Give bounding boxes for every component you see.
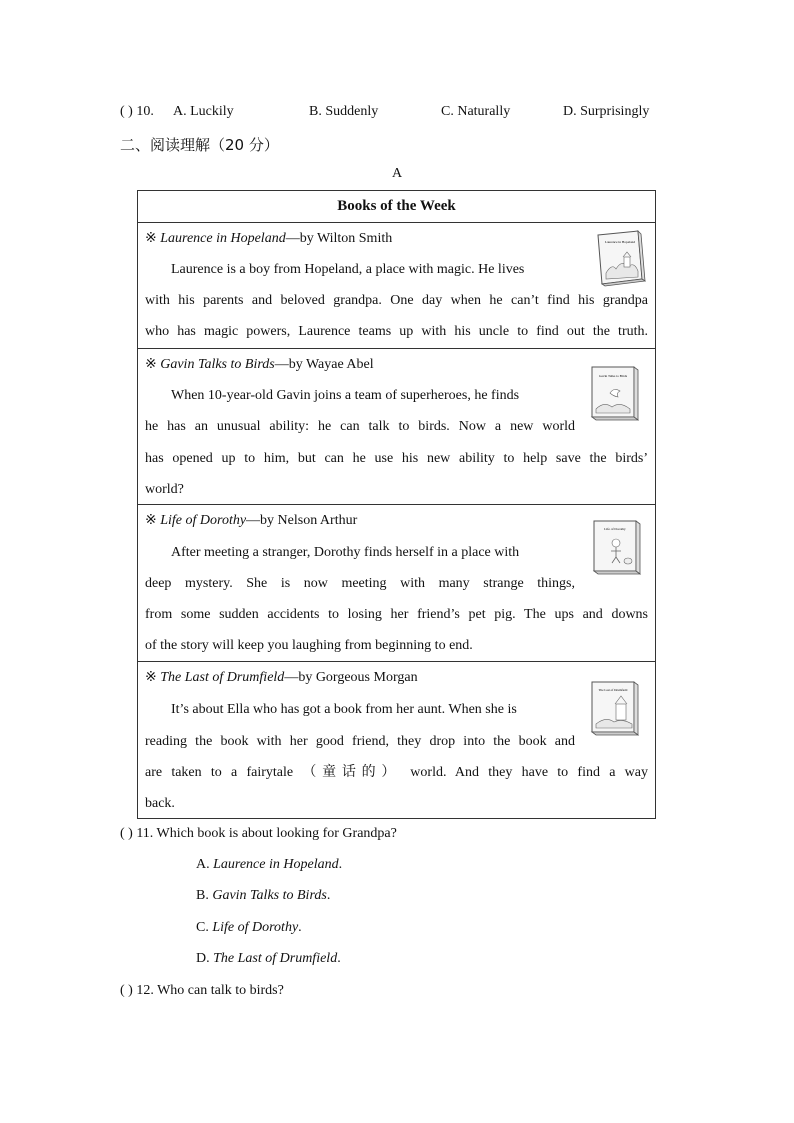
book-cover-image	[594, 229, 646, 287]
book-heading	[145, 505, 648, 536]
book-text-line: back.	[145, 796, 175, 811]
question-text: 12. Who can talk to birds?	[136, 983, 284, 998]
book-cover-image	[588, 363, 640, 421]
answer-paren[interactable]: ( )	[120, 983, 133, 998]
cover-title: The Last of Drumfield	[598, 688, 628, 692]
book-text-line: deep mystery. She is now meeting with many strange things,	[145, 576, 575, 591]
reference-mark: ※	[145, 357, 157, 372]
book-text-line: Laurence is a boy from Hopeland, a place with magic. He lives	[171, 262, 525, 277]
book-text-fragment: are taken to a fairytale （童话的） world. And they have to find a way	[145, 765, 648, 780]
table-title: Books of the Week	[138, 191, 655, 223]
book-text-line: When 10-year-old Gavin joins a team of superheroes, he finds	[171, 388, 520, 403]
q11-option-a: A. Laurence in Hopeland.	[196, 857, 343, 872]
q11-option-b: B. Gavin Talks to Birds.	[196, 888, 331, 903]
cover-title: Laurence in Hopeland	[604, 240, 636, 244]
book-title: The Last of Drumfield	[160, 670, 285, 685]
book-text-line: world?	[145, 482, 184, 497]
book-text-line: he has an unusual ability: he can talk to birds. Now a new world	[145, 419, 575, 434]
book-text-line: with his parents and beloved grandpa. One day when he can’t find his grandpa	[145, 293, 648, 308]
book-author: —by Wayae Abel	[274, 357, 374, 372]
book-cover-image	[588, 678, 640, 736]
cover-title: Gavin Talks to Birds	[598, 374, 628, 378]
book-row	[138, 505, 655, 662]
question-10	[120, 104, 154, 120]
book-heading	[145, 223, 648, 254]
book-heading	[145, 662, 648, 693]
book-heading	[145, 349, 648, 380]
q10-option-c: C. Naturally	[441, 104, 511, 119]
question-number: 10.	[136, 104, 154, 119]
q10-option-b: B. Suddenly	[309, 104, 379, 119]
question-12	[120, 983, 284, 999]
answer-paren[interactable]: ( )	[120, 104, 133, 119]
book-title: Laurence in Hopeland	[160, 231, 286, 246]
question-11	[120, 826, 397, 842]
book-title: Gavin Talks to Birds	[160, 357, 275, 372]
book-author: —by Gorgeous Morgan	[284, 670, 418, 685]
book-text-line: It’s about Ella who has got a book from her aunt. When she is	[171, 702, 517, 717]
q10-option-d: D. Surprisingly	[563, 104, 650, 119]
book-text-line: from some sudden accidents to losing her friend’s pet pig. The ups and downs	[145, 607, 648, 622]
book-text-line: who has magic powers, Laurence teams up with his uncle to find out the truth.	[145, 324, 648, 339]
book-text-line	[145, 757, 648, 788]
reference-mark: ※	[145, 231, 157, 246]
book-row	[138, 662, 655, 818]
book-row	[138, 349, 655, 505]
answer-paren[interactable]: ( )	[120, 826, 133, 841]
passage-label: A	[391, 166, 403, 181]
book-author: —by Nelson Arthur	[246, 513, 358, 528]
book-cover-image	[590, 517, 642, 575]
book-row	[138, 223, 655, 349]
q10-option-a: A. Luckily	[173, 104, 234, 119]
reference-mark: ※	[145, 670, 157, 685]
cover-title: Life of Dorothy	[604, 527, 626, 531]
q11-option-c: C. Life of Dorothy.	[196, 920, 302, 935]
book-text-line: has opened up to him, but can he use his new ability to help save the birds’	[145, 451, 648, 466]
book-text-line: of the story will keep you laughing from beginning to end.	[145, 638, 473, 653]
book-text-line: After meeting a stranger, Dorothy finds herself in a place with	[171, 545, 520, 560]
question-text: 11. Which book is about looking for Grandpa?	[136, 826, 397, 841]
section-title: 二、阅读理解（20 分）	[120, 136, 279, 154]
book-title: Life of Dorothy	[160, 513, 247, 528]
reference-mark: ※	[145, 513, 157, 528]
book-author: —by Wilton Smith	[285, 231, 393, 246]
q11-option-d: D. The Last of Drumfield.	[196, 951, 341, 966]
book-text-line: reading the book with her good friend, they drop into the book and	[145, 734, 575, 749]
books-table	[137, 190, 656, 819]
